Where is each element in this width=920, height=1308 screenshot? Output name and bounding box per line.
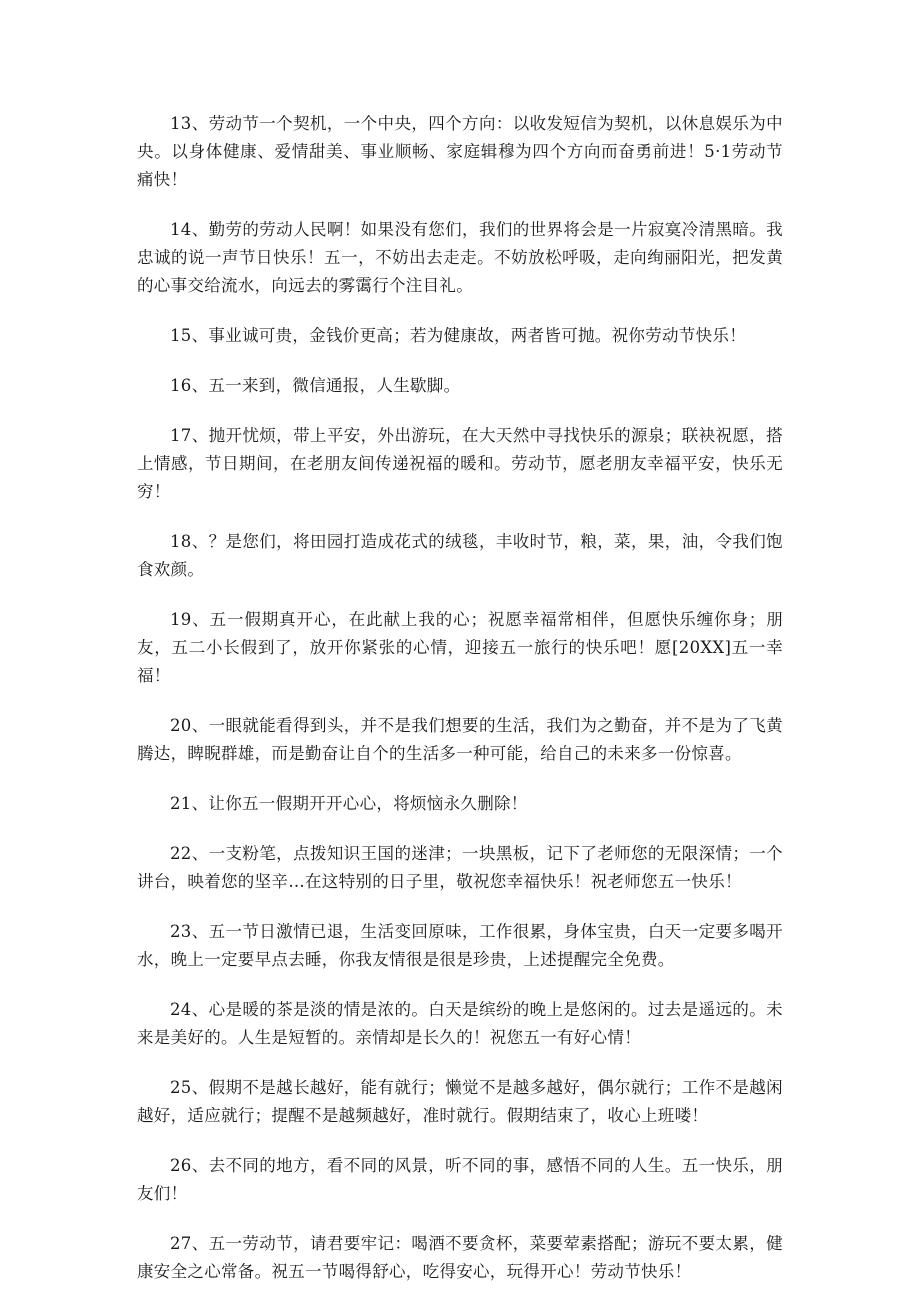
paragraph-19: 19、五一假期真开心，在此献上我的心；祝愿幸福常相伴，但愿快乐缠你身；朋友，五二小长假到了，放开你紧张的心情，迎接五一旅行的快乐吧！愿[20XX]五一幸福！ <box>137 610 783 685</box>
paragraph-21: 21、让你五一假期开开心心，将烦恼永久删除！ <box>170 794 528 813</box>
paragraph-17: 17、抛开忧烦，带上平安，外出游玩，在大天然中寻找快乐的源泉；联袂祝愿，搭上情感，节日期间，在老朋友间传递祝福的暖和。劳动节，愿老朋友幸福平安，快乐无穷！ <box>137 426 783 501</box>
paragraph-15: 15、事业诚可贵，金钱价更高；若为健康故，两者皆可抛。祝你劳动节快乐！ <box>170 326 746 345</box>
paragraph-18: 18、？是您们，将田园打造成花式的绒毯，丰收时节，粮，菜，果，油，令我们饱食欢颜。 <box>137 532 783 579</box>
paragraph-27: 27、五一劳动节，请君要牢记：喝酒不要贪杯，菜要荤素搭配；游玩不要太累，健康安全之心常备。祝五一节喝得舒心，吃得安心，玩得开心！劳动节快乐！ <box>137 1234 783 1281</box>
paragraph-13: 13、劳动节一个契机，一个中央，四个方向：以收发短信为契机，以休息娱乐为中央。以身体健康、爱情甜美、事业顺畅、家庭辑穆为四个方向而奋勇前进！5·1劳动节痛快！ <box>137 114 783 189</box>
document-body <box>137 110 783 1308</box>
paragraph-16: 16、五一来到，微信通报，人生歇脚。 <box>170 376 461 395</box>
paragraph-23: 23、五一节日激情已退，生活变回原味，工作很累，身体宝贵，白天一定要多喝开水，晚上一定要早点去睡，你我友情很是很是珍贵，上述提醒完全免费。 <box>137 922 783 969</box>
paragraph-24: 24、心是暖的茶是淡的情是浓的。白天是缤纷的晚上是悠闲的。过去是遥远的。未来是美好的。人生是短暂的。亲情却是长久的！祝您五一有好心情！ <box>137 1000 783 1047</box>
paragraph-26: 26、去不同的地方，看不同的风景，听不同的事，感悟不同的人生。五一快乐，朋友们！ <box>137 1156 783 1203</box>
paragraph-14: 14、勤劳的劳动人民啊！如果没有您们，我们的世界将会是一片寂寞冷清黑暗。我忠诚的说一声节日快乐！五一，不妨出去走走。不妨放松呼吸，走向绚丽阳光，把发黄的心事交给流水，向远去的雾霭行个注目礼。 <box>137 220 783 295</box>
paragraph-20: 20、一眼就能看得到头，并不是我们想要的生活，我们为之勤奋，并不是为了飞黄腾达，睥睨群雄，而是勤奋让自个的生活多一种可能，给自己的未来多一份惊喜。 <box>137 716 783 763</box>
paragraph-25: 25、假期不是越长越好，能有就行；懒觉不是越多越好，偶尔就行；工作不是越闲越好，适应就行；提醒不是越频越好，准时就行。假期结束了，收心上班喽！ <box>137 1078 783 1125</box>
paragraph-22: 22、一支粉笔，点拨知识王国的迷津；一块黑板，记下了老师您的无限深情；一个讲台，映着您的坚辛…在这特别的日子里，敬祝您幸福快乐！祝老师您五一快乐！ <box>137 844 783 891</box>
